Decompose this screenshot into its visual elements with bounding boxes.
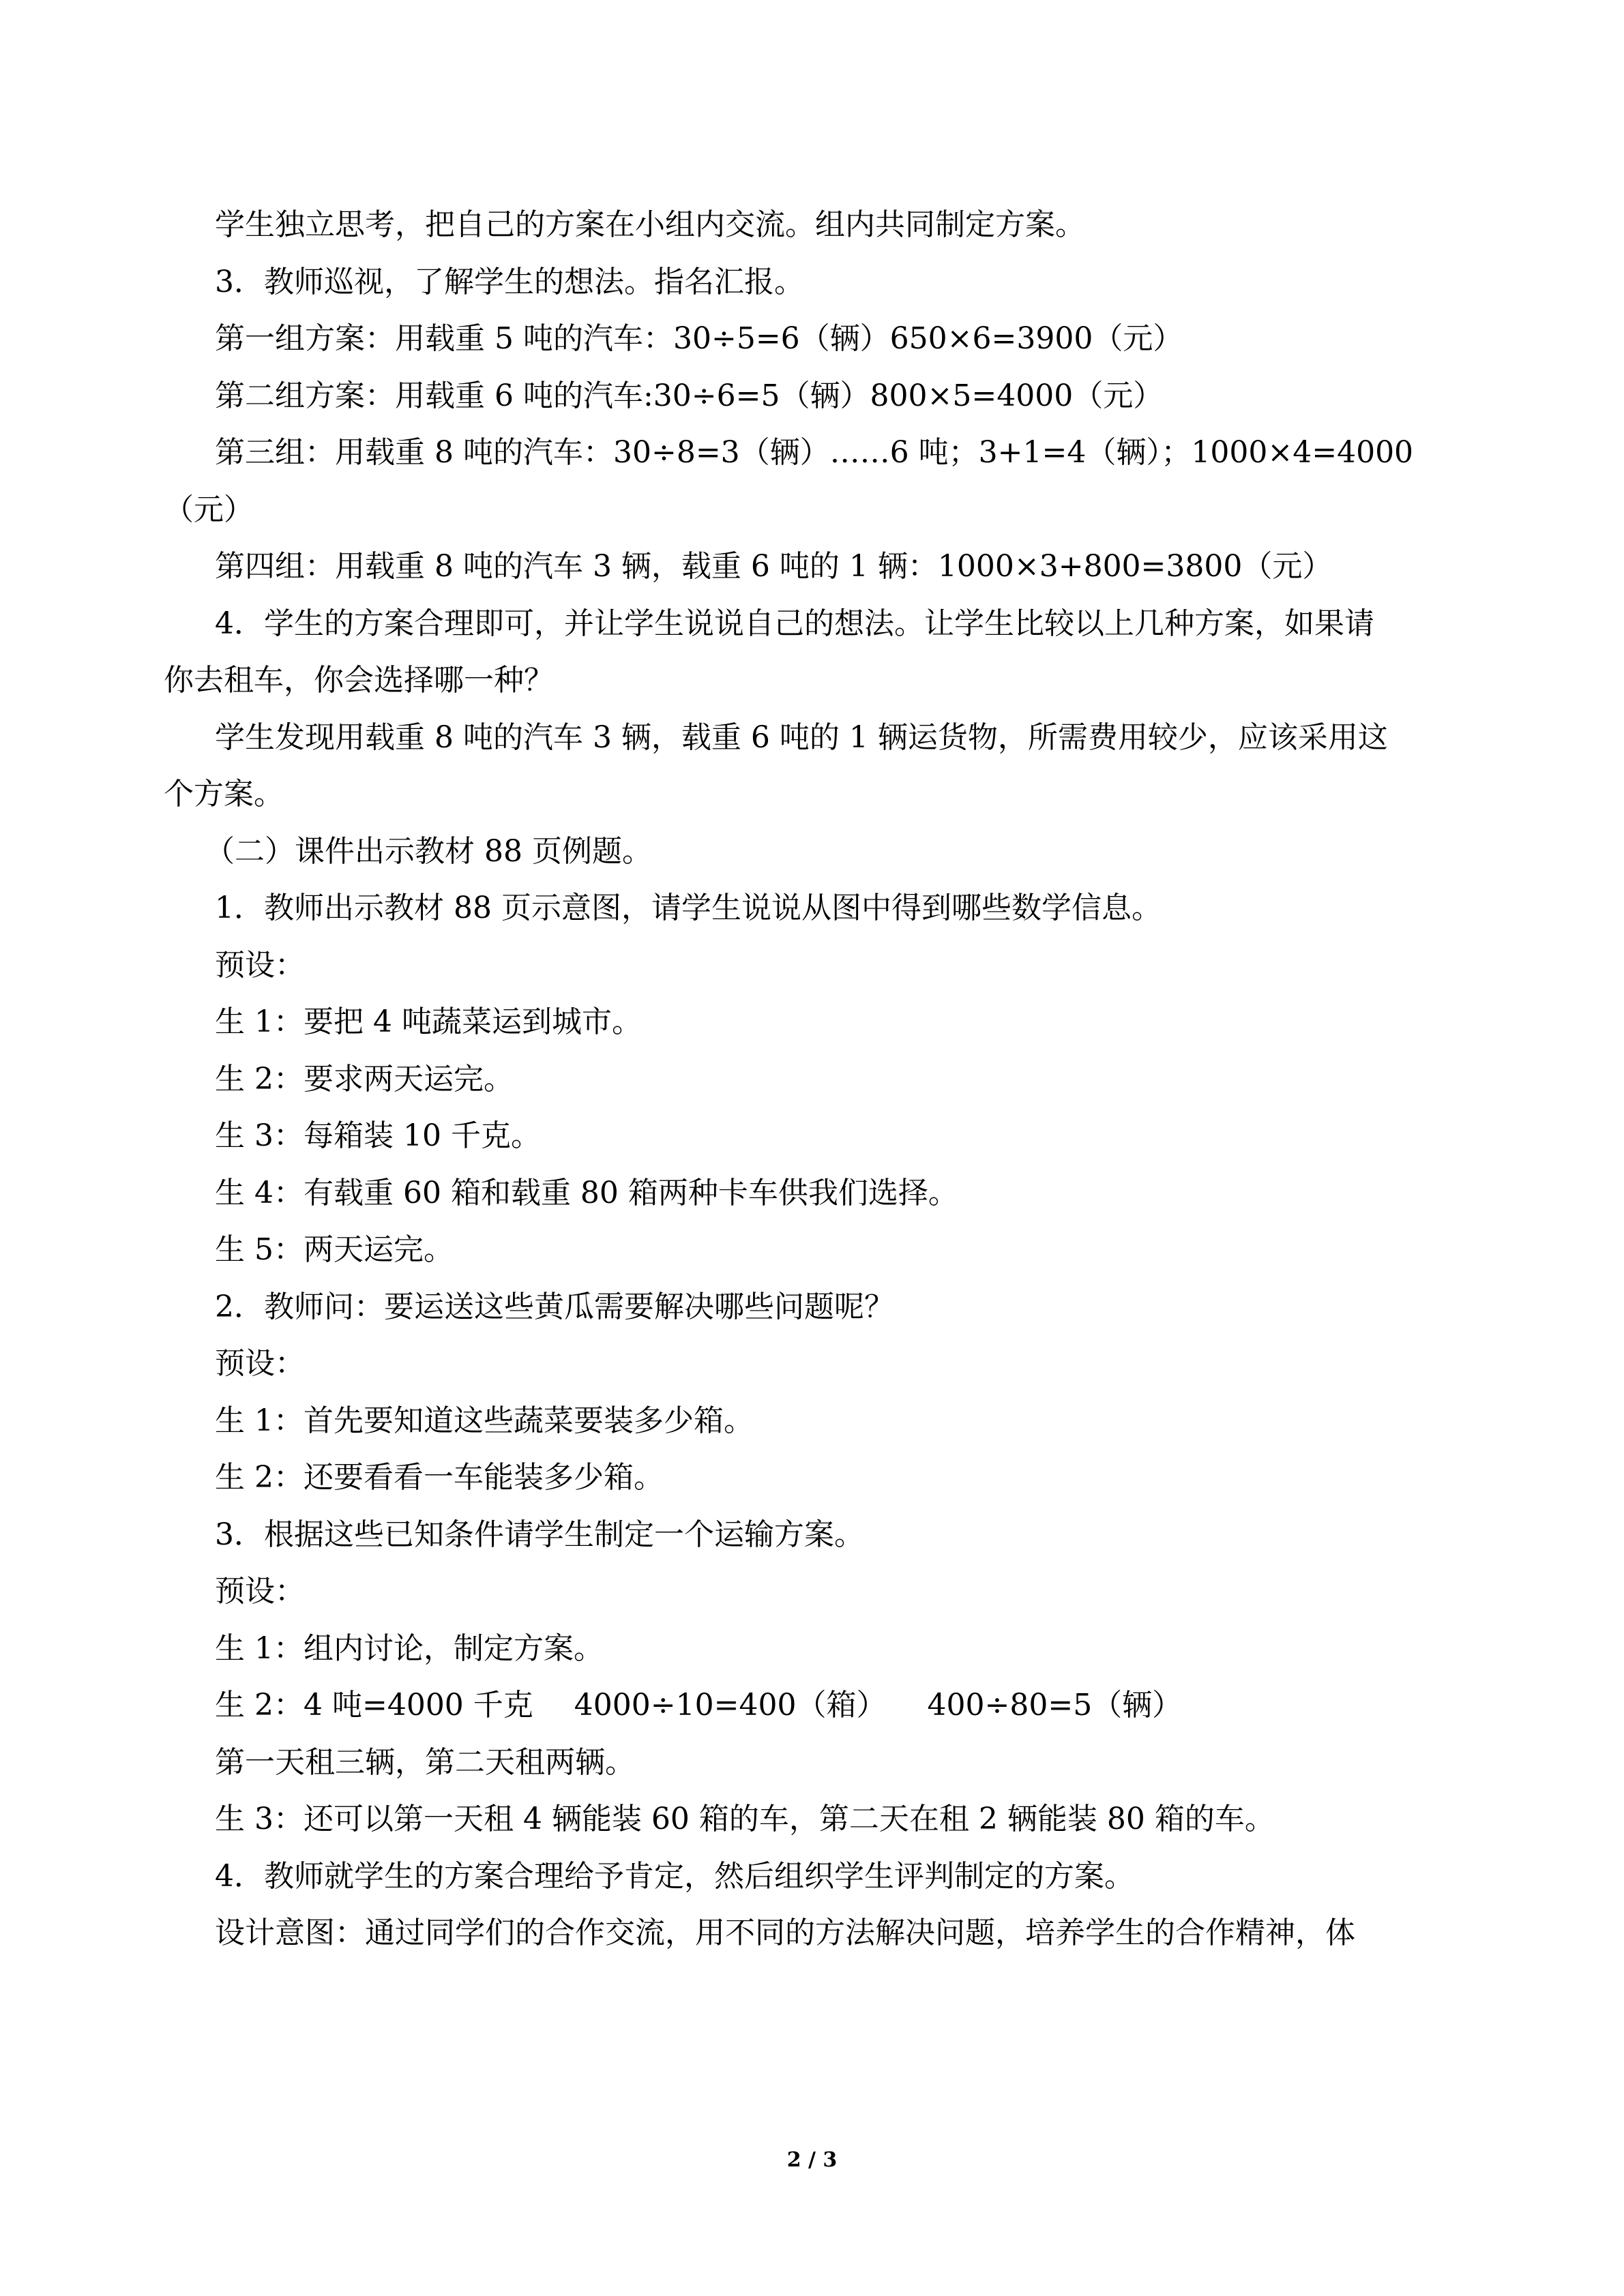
paragraph-line: 第二组方案：用载重 6 吨的汽车:30÷6=5（辆）800×5=4000（元）	[215, 378, 1164, 413]
paragraph-line: 预设：	[215, 947, 305, 983]
paragraph-line: 设计意图：通过同学们的合作交流，用不同的方法解决问题，培养学生的合作精神，体	[215, 1915, 1355, 1950]
paragraph-line	[164, 1685, 1480, 1726]
paragraph-line: 生 2：还要看看一车能装多少箱。	[215, 1460, 664, 1495]
calc-part-2: 4000÷10=400（箱）	[574, 1688, 887, 1723]
paragraph-line: 第三组：用载重 8 吨的汽车：30÷8=3（辆）……6 吨；3+1=4（辆）；1000×4=4000	[215, 435, 1414, 470]
paragraph-line: 2．教师问：要运送这些黄瓜需要解决哪些问题呢？	[215, 1289, 894, 1324]
paragraph-line: 生 1：首先要知道这些蔬菜要装多少箱。	[215, 1403, 754, 1438]
calc-part-3: 400÷80=5（辆）	[927, 1688, 1183, 1723]
paragraph-line: 预设：	[215, 1346, 305, 1381]
paragraph-line: 3．根据这些已知条件请学生制定一个运输方案。	[215, 1517, 864, 1552]
section-heading: （二）课件出示教材 88 页例题。	[205, 833, 652, 869]
paragraph-line: 生 3：还可以第一天租 4 辆能装 60 箱的车，第二天在租 2 辆能装 80 箱的车。	[215, 1802, 1275, 1836]
paragraph-line: 第一组方案：用载重 5 吨的汽车：30÷5=6（辆）650×6=3900（元）	[215, 321, 1183, 356]
paragraph-line: 生 5：两天运完。	[215, 1232, 454, 1267]
paragraph-line: 4．教师就学生的方案合理给予肯定，然后组织学生评判制定的方案。	[215, 1858, 1134, 1894]
paragraph-line: 1．教师出示教材 88 页示意图，请学生说说从图中得到哪些数学信息。	[215, 891, 1162, 925]
paragraph-line: 3．教师巡视，了解学生的想法。指名汇报。	[215, 264, 804, 299]
paragraph-line: 预设：	[215, 1574, 305, 1609]
paragraph-line: 学生发现用载重 8 吨的汽车 3 辆，载重 6 吨的 1 辆运货物，所需费用较少，应该采用这	[215, 719, 1388, 755]
paragraph-line: 学生独立思考，把自己的方案在小组内交流。组内共同制定方案。	[215, 207, 1085, 242]
paragraph-line: 生 2：要求两天运完。	[215, 1061, 514, 1097]
paragraph-line: 生 4：有载重 60 箱和载重 80 箱两种卡车供我们选择。	[215, 1175, 958, 1210]
paragraph-continuation: 你去租车，你会选择哪一种？	[164, 663, 554, 698]
paragraph-line: 第四组：用载重 8 吨的汽车 3 辆，载重 6 吨的 1 辆：1000×3+800=3800（元）	[215, 549, 1333, 584]
calc-part-1: 生 2：4 吨=4000 千克	[215, 1688, 533, 1723]
document-body	[164, 205, 1480, 1970]
paragraph-line: 生 3：每箱装 10 千克。	[215, 1118, 541, 1153]
paragraph-continuation: 个方案。	[164, 777, 284, 811]
page-number: 2 / 3	[786, 2148, 838, 2172]
paragraph-line: 第一天租三辆，第二天租两辆。	[215, 1744, 635, 1780]
paragraph-line: 生 1：要把 4 吨蔬菜运到城市。	[215, 1004, 642, 1039]
paragraph-continuation: （元）	[164, 492, 254, 527]
paragraph-line: 生 1：组内讨论，制定方案。	[215, 1630, 604, 1666]
paragraph-line: 4．学生的方案合理即可，并让学生说说自己的想法。让学生比较以上几种方案，如果请	[215, 606, 1374, 641]
